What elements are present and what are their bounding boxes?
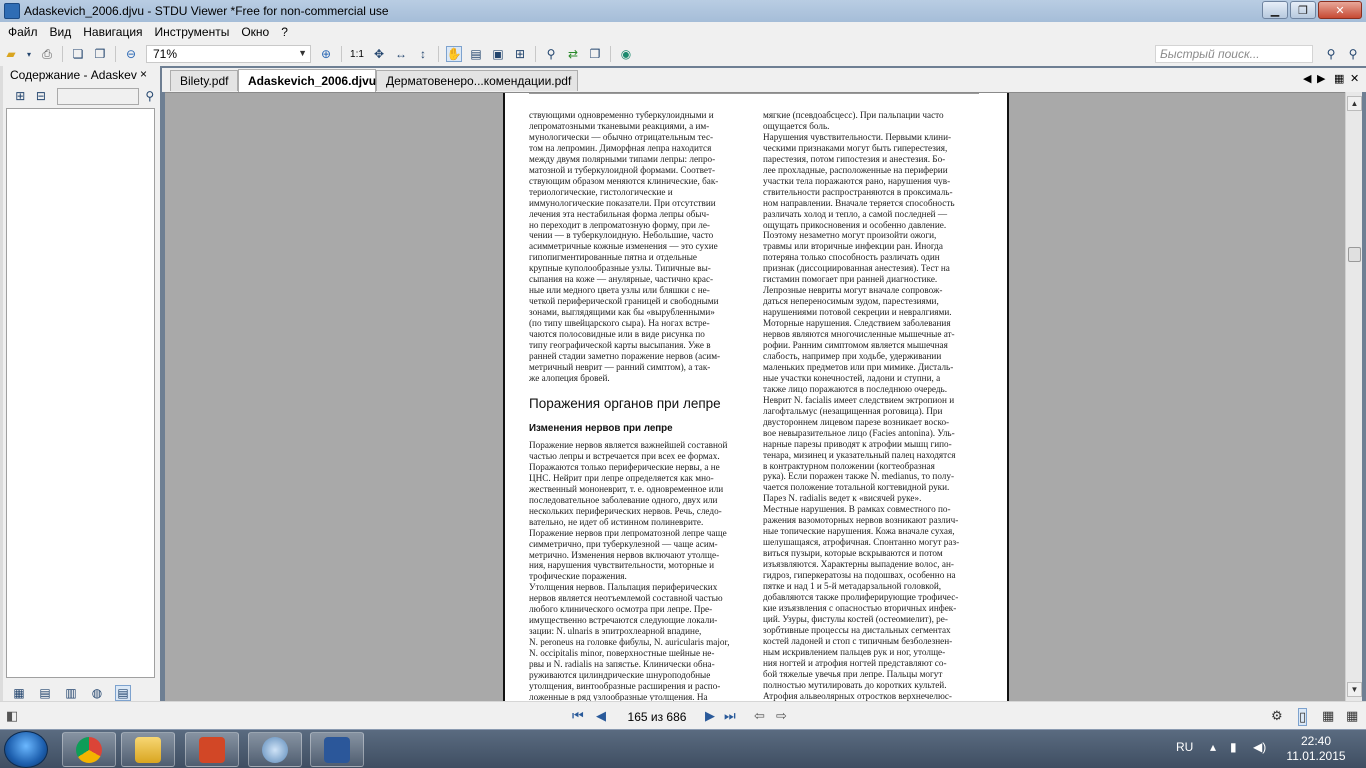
fit-page-icon[interactable]: ✥ [373, 47, 385, 61]
menu-help[interactable]: ? [281, 25, 288, 39]
scrollbar-thumb[interactable] [1348, 247, 1361, 262]
left-column-text-continued: Поражение нервов является важнейшей составной частью лепры и встречается при всех ее формах. Поражаются только периферические нервы, а не ЦНС. Нейрит при лепре определяется как мно- жественный мононеврит, т. е. одновременное или последовательное заболевание одного, двух или нескольких периферических нервов. Речь, следо- вательно, не идет об истинном полиневрите. Поражение нервов при лепроматозной лепре чаще симметрично, при туберкулезной — чаще асим- метрично. Изменения нервов включают утолще- ния, нарушения чувствительности, моторные и трофические поражения. Утолщения нервов. Пальпация периферических нервов является неотъемлемой составной частью любого клинического осмотра при лепре. Пре- имущественно встречаются следующие локали- зации: N. ulnaris в эпитрохлеарной впадине, N. peroneus на головке фибулы, N. auricularis major, N. occipitalis minor, поверхностные шейные не- рвы и N. radialis на запястье. Клинически обна- руживаются цилиндрические шнуроподобные утолщения, винтообразные расширения и распо- ложенные в ряд узлообразные утолщения. На [529, 440, 730, 701]
refresh-icon[interactable]: ◉ [620, 47, 632, 61]
volume-icon[interactable]: ◀) [1253, 740, 1267, 754]
search-buttons [1320, 46, 1364, 62]
section-heading: Поражения органов при лепре [529, 396, 721, 411]
start-button[interactable] [4, 731, 48, 768]
open-folder-icon[interactable]: ▰ [6, 47, 16, 61]
zoom-area-icon[interactable]: ⊞ [514, 47, 526, 61]
toolbar-divider [341, 46, 342, 62]
binoculars-icon[interactable]: ⚲ [145, 89, 155, 103]
tab-label: Дерматовенеро...комендации.pdf [386, 74, 572, 88]
title-bar [0, 0, 1366, 22]
maximize-button[interactable]: ❐ [1290, 1, 1316, 19]
folder-icon [135, 737, 161, 763]
contents-panel [0, 66, 160, 706]
tab-bilety[interactable] [170, 70, 238, 91]
contents-filter-input[interactable] [57, 88, 139, 105]
toolbar-divider [438, 46, 439, 62]
toolbar-divider [115, 46, 116, 62]
tab-scroll-left-icon[interactable]: ◀ [1303, 73, 1312, 85]
navigation-bar [0, 701, 1366, 729]
bookmarks-icon[interactable]: ▤ [39, 686, 51, 700]
search-tool-taskbar-button[interactable] [248, 732, 302, 767]
scroll-down-icon[interactable]: ▼ [1347, 682, 1362, 697]
search-next-icon[interactable]: ⚲ [1348, 47, 1358, 61]
tray-expand-icon[interactable]: ▴ [1210, 740, 1217, 754]
tab-label: Adaskevich_2006.djvu [248, 74, 377, 88]
clock-date: 11.01.2015 [1286, 749, 1346, 763]
contents-panel-title: Содержание - Adaskev [10, 68, 137, 82]
menu-bar [0, 22, 1366, 42]
find-icon[interactable]: ⚲ [546, 47, 556, 61]
search-results-icon[interactable]: ◍ [91, 686, 103, 700]
sync-icon[interactable]: ⇄ [567, 47, 579, 61]
minimize-button[interactable]: ▁ [1262, 1, 1288, 19]
left-column-text: ствующими одновременно туберкулоидными и лепроматозными тканевыми реакциями, а им- мунологически — обычно отрицательным тес- том на лепромин. Диморфная лепра находится между двумя полярными типами лепры: лепро- матозной и туберкулоидной формами. Соответ- ствующим образом меняются клинические, бак- териологические, гистологические и иммунологические показатели. При отсутствии лечения эта нестабильная форма лепры обыч- но переходит в лепроматозную форму, при ле- чении — в туберкулоидную. Небольшие, часто асимметричные кожные изменения — это сухие гипопигментированные пятна и отдельные крупные куполообразные узлы. Типичные вы- сыпания на коже — анулярные, частично крас- ные или медного цвета узлы или бляшки с не- четкой периферической границей и свободными зонами, выглядящими как бы «вырубленными» (по типу швейцарского сыра). На ногах встре- чаются полосовидные или в виде рисунка по типу географической карты высыпания. Уже в ранней стадии заметно поражение нервов (асим- метричный неврит — ранний симптом), а так- же алопеция бровей. [529, 110, 721, 383]
document-page[interactable] [503, 93, 1009, 701]
thumbnails-icon[interactable]: ▦ [13, 686, 25, 700]
text-select-icon[interactable]: ▤ [470, 47, 482, 61]
chrome-icon [76, 737, 102, 763]
dropdown-arrow-icon[interactable]: ▾ [26, 49, 31, 59]
panel-splitter[interactable] [0, 66, 3, 706]
toolbar-divider [535, 46, 536, 62]
last-page-icon[interactable]: ⏭ [724, 708, 736, 723]
settings-icon[interactable]: ⚙ [1271, 708, 1283, 723]
toolbar-divider [62, 46, 63, 62]
contents-tree[interactable] [6, 108, 155, 678]
first-page-icon[interactable]: ⏮ [572, 708, 584, 723]
actual-size-button[interactable]: 1:1 [350, 48, 364, 60]
clock[interactable] [1286, 734, 1346, 764]
magnifier-icon [262, 737, 288, 763]
word-icon [324, 737, 350, 763]
next-page-icon[interactable]: ▶ [705, 708, 715, 723]
forward-icon[interactable]: ⇨ [776, 708, 787, 723]
right-column-text: мягкие (псевдоабсцесс). При пальпации часто ощущается боль. Нарушения чувствительности. Первыми клини- ческими признаками могут быть гиперестезия, парестезия, потом гипостезия и анестезия. Бо- лее прохладные, расположенные на периферии участки тела поражаются рано, нарушения чув- ствительности распространяются в проксималь- ном направлении. Вначале теряется способность различать холод и тепло, а самой последней — ощущать прикосновения и особенно давление. Поэтому незаметно могут произойти ожоги, травмы или вторичные инфекции ран. Иногда потеряна только способность различать один признак (диссоциированная анестезия). Тест на гистамин помогает при ранней диагностике. Лепрозные невриты могут вначале сопровож- даться непереносимым зудом, парестезиями, нарушениями потовой секреции и невралгиями. Моторные нарушения. Следствием заболевания нервов являются многочисленные мышечные ат- рофии. Ранним симптомом является мышечная слабость, например при ходьбе, удерживании маленьких предметов или при мимике. Дисталь- ные участки конечностей, ладони и ступни, а также лицо поражаются в последнюю очередь. Неврит N. facialis имеет следствием эктропион и лагофтальмус (незащищенная роговица). При двустороннем лицевом парезе возникает воско- вое невыразительное лицо (Facies antonina). Уль- нарные парезы приводят к атрофии мышц гипо- тенара, мизинец и указательный палец находятся в контрактурном положении (когтеобразная рука). Если поражен также N. medianus, то полу- чается положение тотальной когтевидной руки. Парез N. radialis ведет к «висячей руке». Местные нарушения. В рамках совместного по- ражения вазомоторных нервов возникают различ- ные топические нарушения. Кожа вначале сухая, шелушащаяся, атрофичная. Спонтанно могут раз- виться пузыри, которые вскрываются и потом изъязвляются. Характерны выпадение волос, ан- гидроз, гиперкератозы на подошвах, особенно на пятке и над 1 и 5-й метадарзальной головкой, добавляются также пролиферирующие трофичес- кие изъязвления с опасностью вторичных инфек- ций. Узуры, фистулы костей (остеомиелит), ре- зорбтивные процессы на дистальных сегментах костей ладоней и стоп с типичным безболезнен- ным искривлением пальцев рук и ног, утолще- ния ногтей и атрофия ногтей представляют со- бой тяжелые увечья при лепре. Пальцы могут полностью мутилировать до коротких культей. Атрофия альвеолярных отростков верхнечелюс- [763, 110, 960, 701]
contents-panel-header [0, 66, 160, 84]
menu-file[interactable]: Файл [8, 25, 38, 39]
expand-all-icon[interactable]: ⊞ [15, 89, 26, 103]
chevron-down-icon[interactable]: ▼ [298, 48, 307, 58]
hand-tool-icon[interactable]: ✋ [446, 47, 462, 61]
app-icon [4, 3, 20, 19]
copy-icon[interactable]: ❐ [589, 47, 601, 61]
zoom-select[interactable] [146, 45, 311, 63]
menu-navigation[interactable]: Навигация [83, 25, 143, 39]
back-icon[interactable]: ⇦ [754, 708, 765, 723]
scroll-up-icon[interactable]: ▲ [1347, 96, 1362, 111]
close-icon[interactable]: × [140, 67, 148, 81]
tab-adaskevich[interactable] [238, 69, 376, 92]
single-page-view-icon[interactable]: ▯ [1299, 709, 1307, 724]
collapse-all-icon[interactable]: ⊟ [35, 89, 46, 103]
prev-page-icon[interactable]: ◀ [596, 708, 606, 723]
facing-pages-view-icon[interactable]: ▦ [1322, 708, 1335, 723]
zoom-value: 71% [153, 47, 178, 61]
collapse-panel-icon[interactable]: ◧ [6, 708, 19, 723]
continuous-view-icon[interactable]: ▦ [1346, 708, 1359, 723]
vertical-scrollbar[interactable] [1345, 92, 1362, 701]
menu-window[interactable]: Окно [241, 25, 270, 39]
search-prev-icon[interactable]: ⚲ [1326, 47, 1336, 61]
fit-width-icon[interactable]: ↔ [395, 47, 407, 61]
snapshot-icon[interactable]: ▣ [492, 47, 504, 61]
explorer-taskbar-button[interactable] [121, 732, 175, 767]
clock-time: 22:40 [1300, 734, 1332, 748]
menu-tools[interactable]: Инструменты [154, 25, 230, 39]
taskbar [0, 729, 1366, 768]
powerpoint-taskbar-button[interactable] [185, 732, 239, 767]
contents-panel-tools [0, 84, 160, 108]
toolbar-divider [610, 46, 611, 62]
two-pages-icon[interactable]: ❐ [94, 47, 106, 61]
quick-search-input[interactable]: Быстрый поиск... [1155, 45, 1313, 63]
tab-list-icon[interactable]: ▦ [1334, 73, 1345, 85]
language-indicator[interactable]: RU [1176, 740, 1194, 754]
powerpoint-icon [199, 737, 225, 763]
zoom-in-icon[interactable]: ⊕ [320, 47, 332, 61]
tab-close-icon[interactable]: ✕ [1350, 73, 1360, 85]
page-top-rule [529, 93, 979, 94]
menu-view[interactable]: Вид [49, 25, 72, 39]
page-indicator[interactable]: 165 из 686 [627, 710, 687, 724]
contents-icon[interactable]: ▥ [65, 686, 77, 700]
copy-page-icon[interactable]: ❏ [72, 47, 84, 61]
zoom-out-icon[interactable]: ⊖ [125, 47, 137, 61]
tab-scroll-right-icon[interactable]: ▶ [1317, 73, 1326, 85]
fit-height-icon[interactable]: ↕ [420, 47, 426, 61]
tab-label: Bilety.pdf [180, 74, 229, 88]
word-taskbar-button[interactable] [310, 732, 364, 767]
document-viewer[interactable] [165, 92, 1345, 701]
window-title: Adaskevich_2006.djvu - STDU Viewer *Free for non-commercial use [24, 4, 389, 18]
document-tabs [162, 68, 1366, 92]
close-button[interactable]: ✕ [1318, 1, 1362, 19]
print-icon[interactable]: ⎙ [42, 46, 52, 61]
chrome-taskbar-button[interactable] [62, 732, 116, 767]
section-subheading: Изменения нервов при лепре [529, 423, 673, 434]
window-controls [1260, 1, 1362, 19]
tab-dermatovenero[interactable] [376, 70, 578, 91]
network-icon[interactable]: ▮ [1230, 740, 1237, 754]
main-toolbar [0, 42, 1366, 66]
annotations-icon[interactable]: ▤ [115, 685, 131, 701]
